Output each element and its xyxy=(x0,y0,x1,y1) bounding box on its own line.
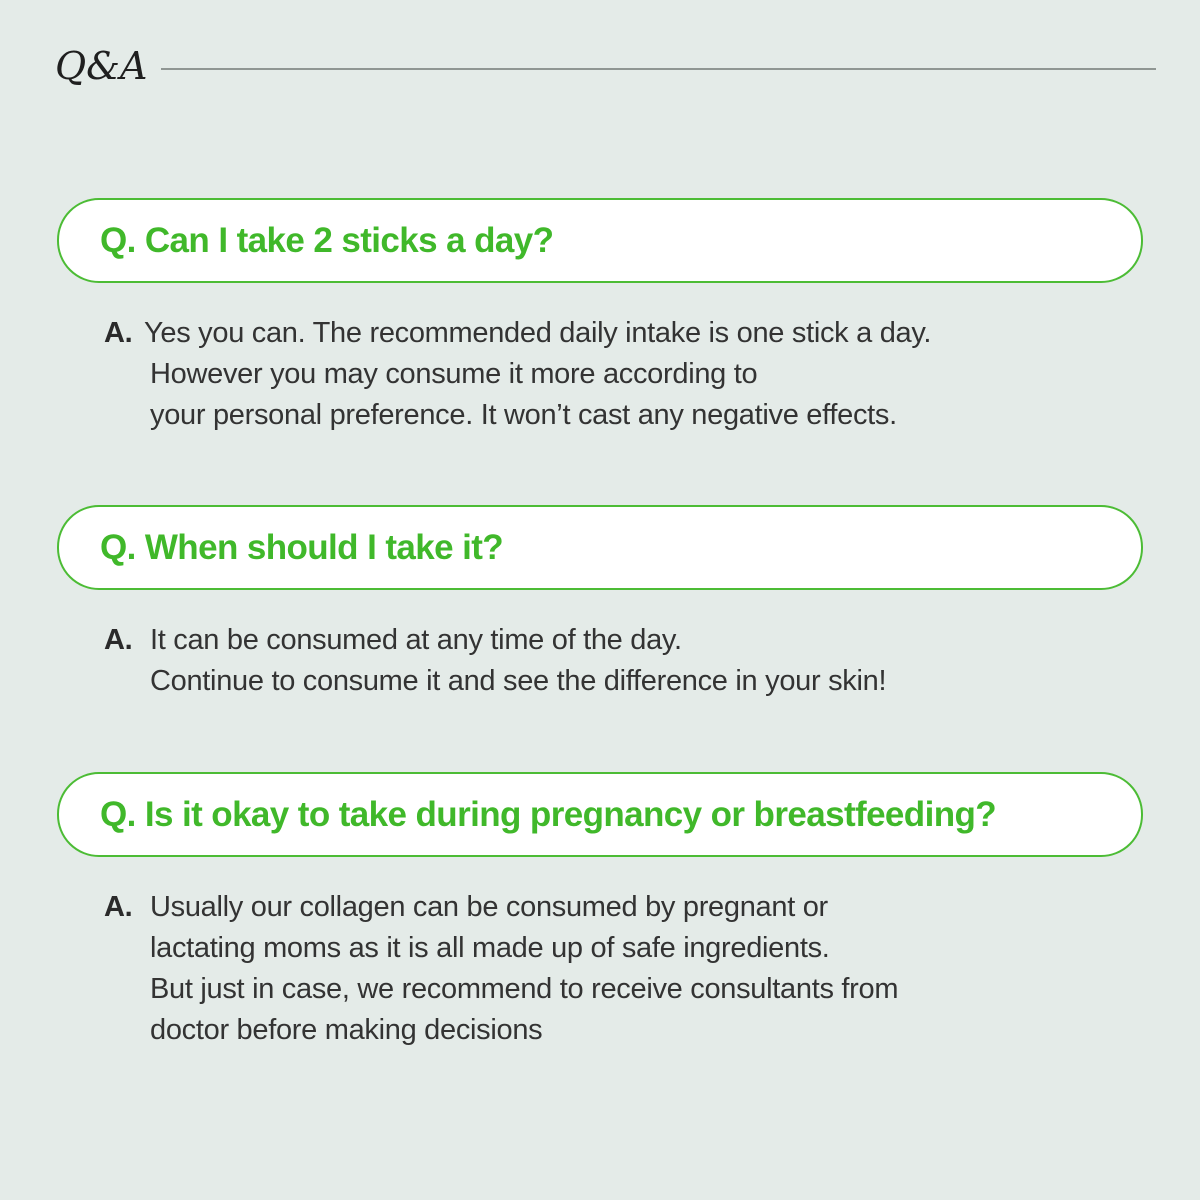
question-pill xyxy=(57,505,1143,590)
answer-line: It can be consumed at any time of the day. xyxy=(150,624,682,656)
answer xyxy=(104,887,1143,1051)
answer-prefix: A. xyxy=(104,624,133,656)
question-text: Q. When should I take it? xyxy=(100,528,504,567)
answer-line: doctor before making decisions xyxy=(150,1014,543,1046)
qa-item xyxy=(57,505,1143,702)
answer-line: Continue to consume it and see the difference in your skin! xyxy=(150,665,887,697)
answer-text xyxy=(104,887,1143,1051)
answer xyxy=(104,620,1143,702)
page-title: Q&A xyxy=(55,44,148,88)
answer-line: your personal preference. It won’t cast any negative effects. xyxy=(150,399,897,431)
answer-prefix: A. xyxy=(104,891,133,923)
question-text: Q. Can I take 2 sticks a day? xyxy=(100,221,554,260)
header-divider xyxy=(161,68,1156,70)
answer xyxy=(104,313,1143,436)
question-text: Q. Is it okay to take during pregnancy or breastfeeding? xyxy=(100,795,997,834)
answer-line: Usually our collagen can be consumed by pregnant or xyxy=(150,891,828,923)
question-pill xyxy=(57,772,1143,857)
answer-line: lactating moms as it is all made up of safe ingredients. xyxy=(150,932,830,964)
answer-line: Yes you can. The recommended daily intake is one stick a day. xyxy=(144,317,932,349)
answer-text xyxy=(104,620,1143,702)
answer-line: But just in case, we recommend to receive consultants from xyxy=(150,973,899,1005)
answer-line: However you may consume it more according to xyxy=(150,358,758,390)
qa-item xyxy=(57,198,1143,436)
answer-text xyxy=(104,313,1143,436)
qa-item xyxy=(57,772,1143,1051)
question-pill xyxy=(57,198,1143,283)
answer-prefix: A. xyxy=(104,317,133,349)
page-header xyxy=(55,40,1155,100)
